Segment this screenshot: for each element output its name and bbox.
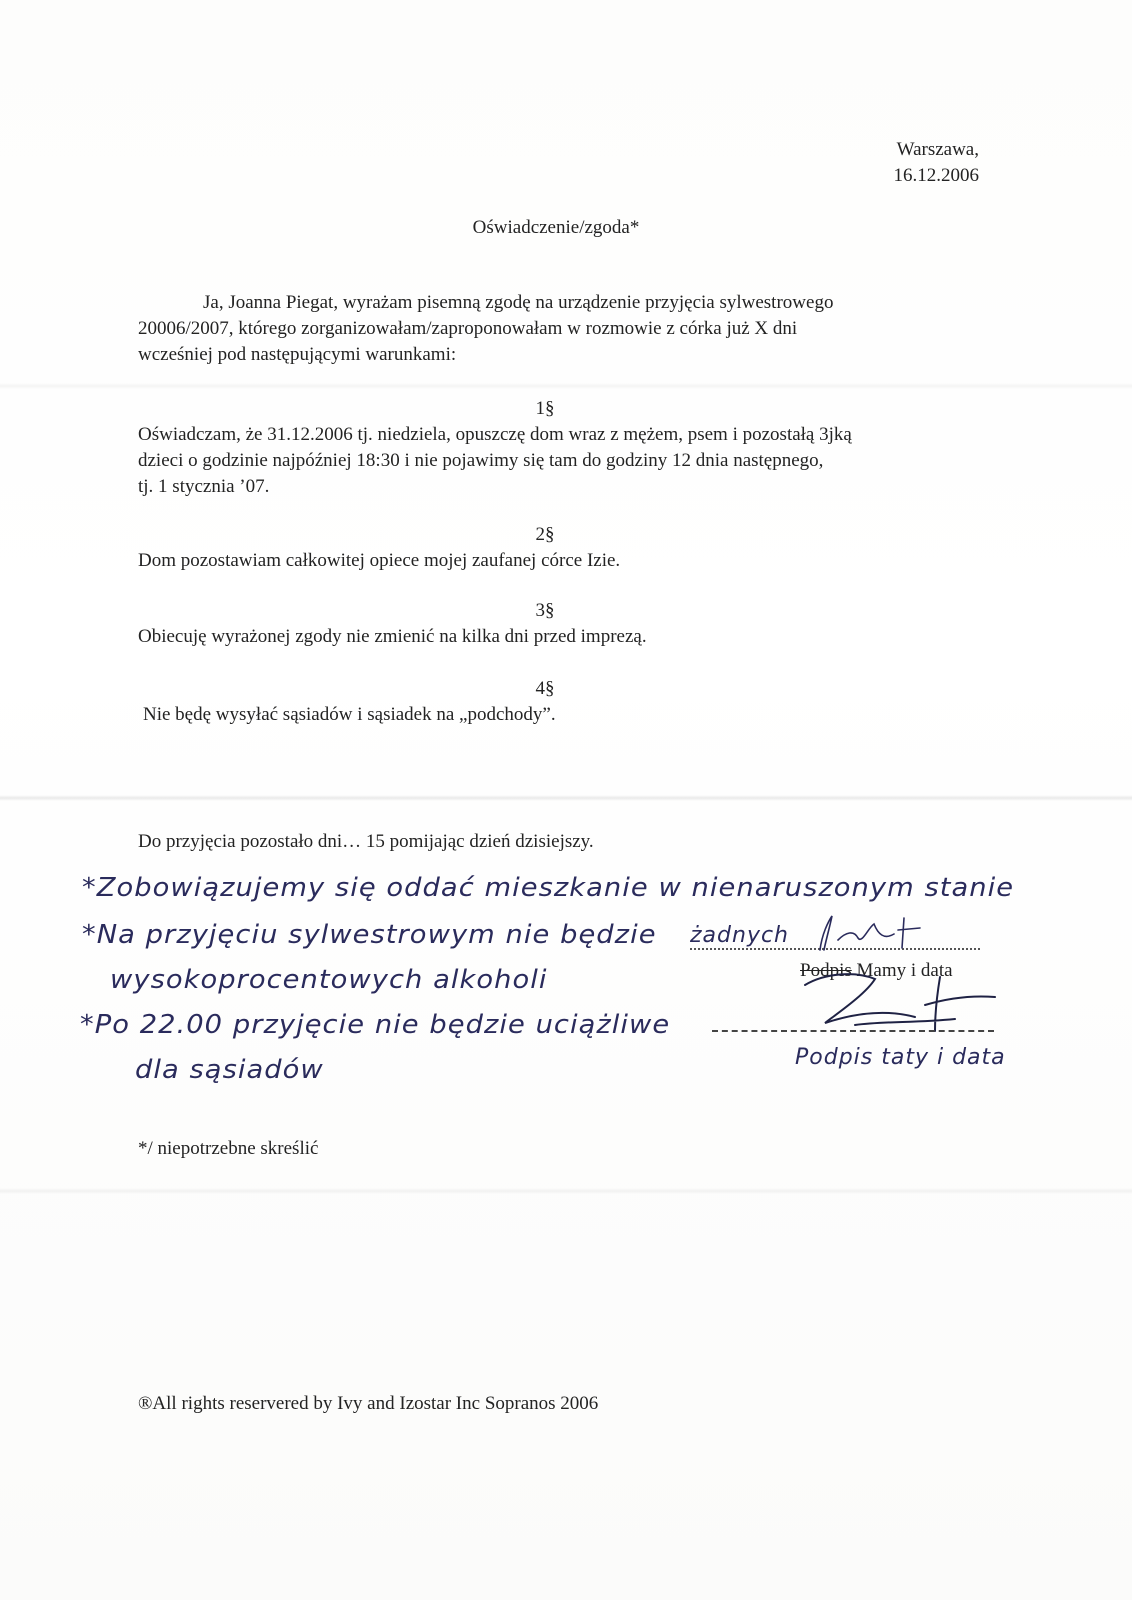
section-line: Nie będę wysyłać sąsiadów i sąsiadek na „podchody”. <box>143 704 556 725</box>
handwritten-note: wysokoprocentowych alkoholi <box>110 965 548 995</box>
footnote: */ niepotrzebne skreślić <box>138 1138 319 1159</box>
intro-line: wcześniej pod następującymi warunkami: <box>138 344 457 365</box>
intro-line: Ja, Joanna Piegat, wyrażam pisemną zgodę na urządzenie przyjęcia sylwestrowego <box>203 292 834 313</box>
father-signature-scribble <box>795 965 1005 1045</box>
section-line: Oświadczam, że 31.12.2006 tj. niedziela, opuszczę dom wraz z mężem, psem i pozostałą 3jką <box>138 424 852 445</box>
handwritten-note: *Po 22.00 przyjęcie nie będzie uciążliwe <box>80 1010 671 1040</box>
header-date: 16.12.2006 <box>893 165 979 186</box>
countdown-line: Do przyjęcia pozostało dni… 15 pomijając dzień dzisiejszy. <box>138 831 594 852</box>
section-line: dzieci o godzinie najpóźniej 18:30 i nie pojawimy się tam do godziny 12 dnia następnego, <box>138 450 824 471</box>
handwritten-note: dla sąsiadów <box>135 1055 324 1085</box>
father-signature-label: Podpis taty i data <box>795 1045 1006 1070</box>
handwritten-note: *Zobowiązujemy się oddać mieszkanie w nienaruszonym stanie <box>82 873 1015 903</box>
section-mark: 2§ <box>535 524 555 545</box>
document-title: Oświadczenie/zgoda* <box>472 217 640 238</box>
header-city: Warszawa, <box>896 139 979 160</box>
section-line: tj. 1 stycznia ’07. <box>138 476 270 497</box>
paper-fold <box>0 1188 1132 1194</box>
copyright-line: ®All rights reservered by Ivy and Izostar Inc Sopranos 2006 <box>138 1393 599 1414</box>
section-line: Dom pozostawiam całkowitej opiece mojej zaufanej córce Izie. <box>138 550 621 571</box>
handwritten-note: *Na przyjęciu sylwestrowym nie będzie <box>82 920 657 950</box>
signature-dashed-line <box>712 1030 994 1032</box>
section-mark: 1§ <box>535 398 555 419</box>
struck-word: Podpis <box>800 960 852 981</box>
mother-handwritten-word: żadnych <box>690 923 789 948</box>
paper-fold <box>0 795 1132 801</box>
paper-fold <box>0 383 1132 389</box>
mother-signature-scribble <box>808 910 928 956</box>
section-mark: 3§ <box>535 600 555 621</box>
mother-label-rest: Mamy i data <box>851 960 953 981</box>
intro-line: 20006/2007, którego zorganizowałam/zaproponowałam w rozmowie z córka już X dni <box>138 318 798 339</box>
section-mark: 4§ <box>535 678 555 699</box>
section-line: Obiecuję wyrażonej zgody nie zmienić na kilka dni przed imprezą. <box>138 626 647 647</box>
